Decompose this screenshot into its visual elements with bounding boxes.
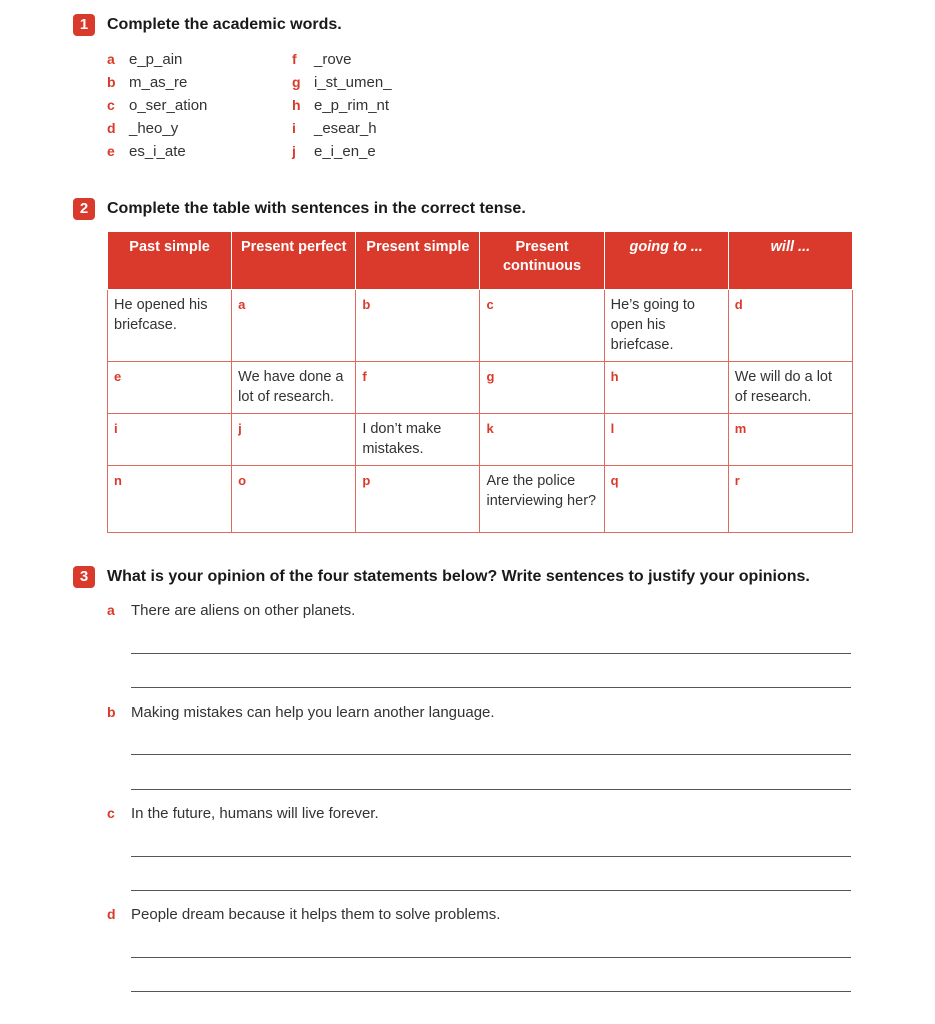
table-row: [108, 414, 853, 466]
table-cell: p: [356, 466, 480, 533]
header-present-simple: Present simple: [356, 232, 480, 290]
word-item: c o_ser_ation: [107, 97, 208, 114]
table-row: [108, 290, 853, 362]
answer-line[interactable]: [131, 957, 851, 958]
header-present-perfect: Present perfect: [232, 232, 356, 290]
table-cell: b: [356, 290, 480, 362]
table-cell: r: [728, 466, 852, 533]
table-cell: We will do a lot of research.: [728, 362, 852, 414]
table-cell: n: [108, 466, 232, 533]
table-cell: f: [356, 362, 480, 414]
header-present-continuous: Present continuous: [480, 232, 604, 290]
table-cell: Are the police interviewing her?: [480, 466, 604, 533]
word-item: h e_p_rim_nt: [292, 97, 390, 114]
word-item: j e_i_en_e: [292, 143, 376, 160]
statement-c: c In the future, humans will live forever.: [107, 805, 379, 822]
word-item: b m_as_re: [107, 74, 188, 91]
table-cell: i: [108, 414, 232, 466]
word-item: d _heo_y: [107, 120, 179, 137]
table-cell: h: [604, 362, 728, 414]
table-cell: g: [480, 362, 604, 414]
answer-line[interactable]: [131, 991, 851, 992]
word-item: e es_i_ate: [107, 143, 186, 160]
header-past-simple: Past simple: [108, 232, 232, 290]
statement-b: b Making mistakes can help you learn another language.: [107, 704, 495, 721]
answer-line[interactable]: [131, 890, 851, 891]
word-item: g i_st_umen_: [292, 74, 392, 91]
table-cell: We have done a lot of research.: [232, 362, 356, 414]
exercise-1-title: Complete the academic words.: [107, 16, 342, 33]
word-item: i _esear_h: [292, 120, 377, 137]
table-cell: q: [604, 466, 728, 533]
answer-line[interactable]: [131, 687, 851, 688]
table-cell: j: [232, 414, 356, 466]
table-cell: l: [604, 414, 728, 466]
table-cell: He opened his briefcase.: [108, 290, 232, 362]
answer-line[interactable]: [131, 754, 851, 755]
answer-line[interactable]: [131, 856, 851, 857]
statement-a: a There are aliens on other planets.: [107, 602, 356, 619]
table-cell: d: [728, 290, 852, 362]
header-will: will ...: [728, 232, 852, 290]
table-cell: m: [728, 414, 852, 466]
tense-table: [107, 231, 853, 533]
word-item: f _rove: [292, 51, 352, 68]
table-row: [108, 466, 853, 533]
answer-line[interactable]: [131, 789, 851, 790]
header-going-to: going to ...: [604, 232, 728, 290]
table-cell: He’s going to open his briefcase.: [604, 290, 728, 362]
exercise-2-number: 2: [73, 198, 95, 220]
table-cell: a: [232, 290, 356, 362]
table-cell: k: [480, 414, 604, 466]
exercise-3-title: What is your opinion of the four statements below? Write sentences to justify your opinions.: [107, 568, 810, 585]
exercise-1-number: 1: [73, 14, 95, 36]
table-cell: e: [108, 362, 232, 414]
exercise-3-number: 3: [73, 566, 95, 588]
statement-d: d People dream because it helps them to solve problems.: [107, 906, 501, 923]
table-row: [108, 362, 853, 414]
word-item: a e_p_ain: [107, 51, 183, 68]
answer-line[interactable]: [131, 653, 851, 654]
table-cell: o: [232, 466, 356, 533]
exercise-2-title: Complete the table with sentences in the correct tense.: [107, 200, 526, 217]
table-cell: c: [480, 290, 604, 362]
table-header-row: [108, 232, 853, 290]
table-cell: I don’t make mistakes.: [356, 414, 480, 466]
